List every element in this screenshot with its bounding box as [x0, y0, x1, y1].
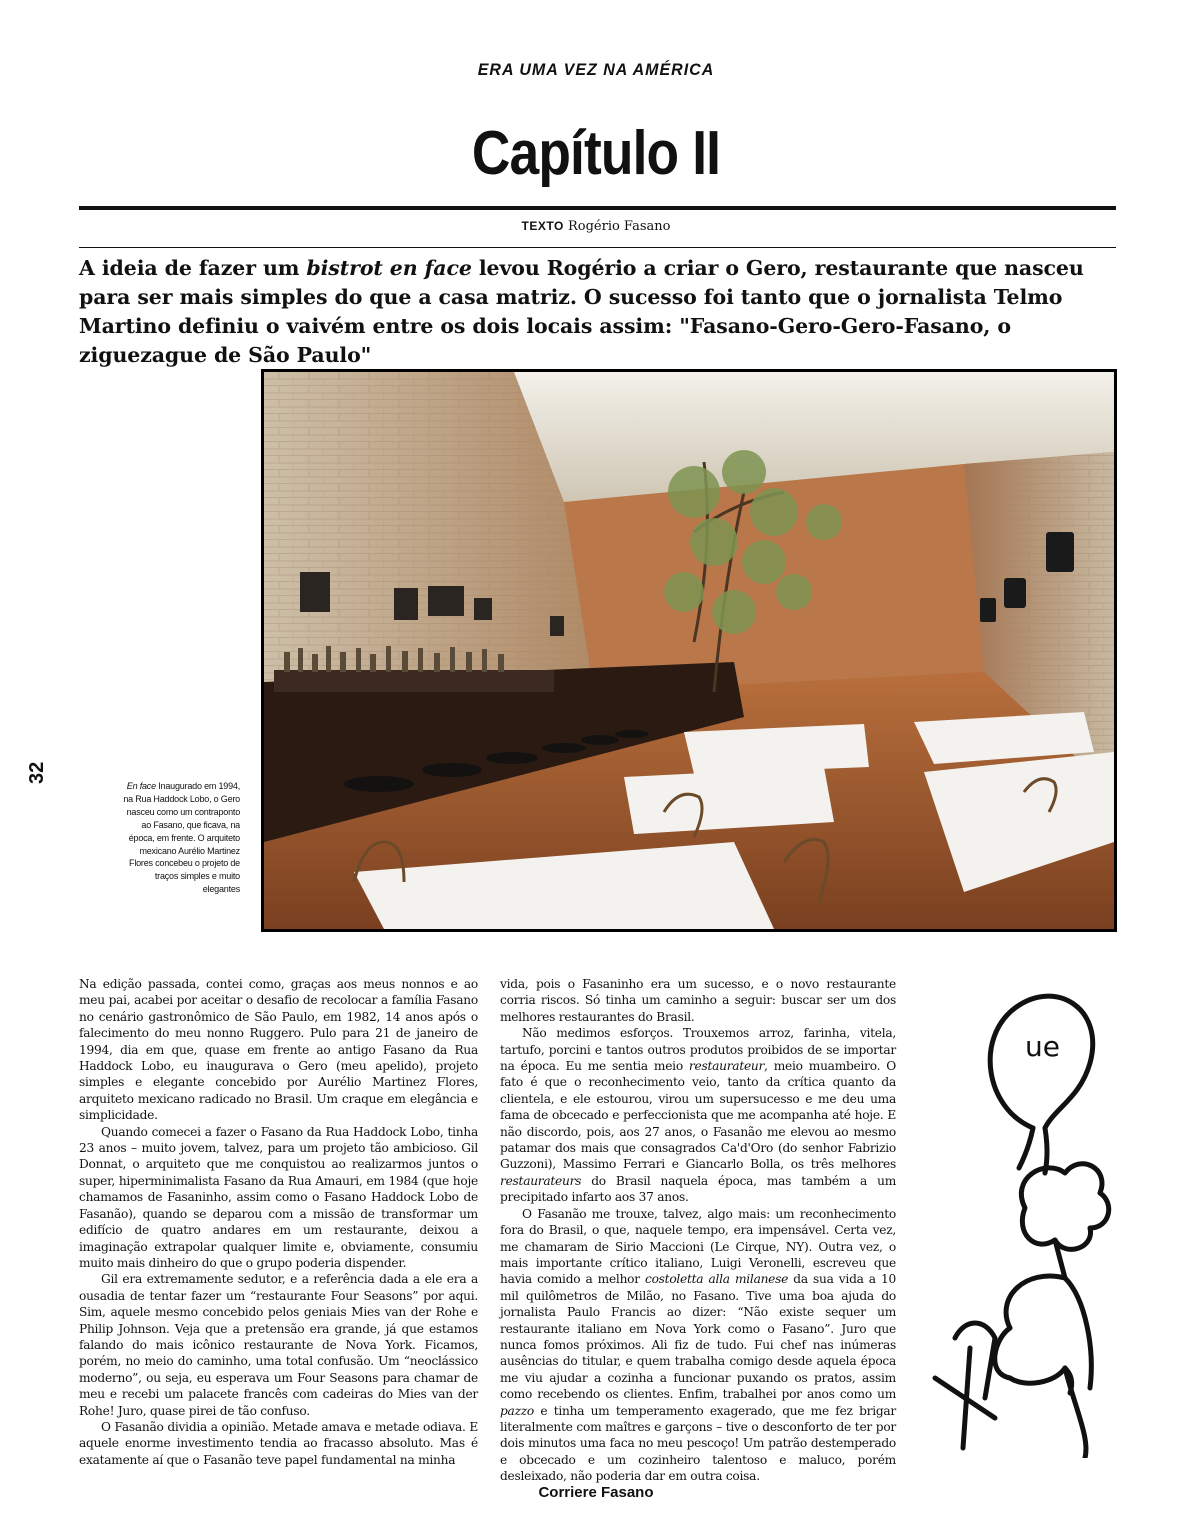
photo-caption: [120, 780, 240, 896]
paragraph: O Fasanão dividia a opinião. Metade amava e metade odiava. E aquele enorme investimento tendia ao fracasso absoluto. Mas é exatamente aí que o Fasanão teve papel fundamental na minha: [79, 1419, 478, 1467]
paragraph: O Fasanão me trouxe, talvez, algo mais: um reconhecimento fora do Brasil, o que, naquele tempo, era impensável. Certa vez, me chamaram de Sirio Maccioni (Le Cirque, NY). Outra vez, o mais importante crítico italiano, Luigi Veronelli, escreveu que havia comido a melhor costoletta alla milanese da sua vida a 10 mil quilômetros de Milão, no Fasano. Tive uma boa ajuda do jornalista Paulo Francis ao dizer: “Não existe sequer um restaurante italiano em Nova York como o Fasano”. Juro que nunca fomos próximos. Ali fiz de tudo. Fui chef nas inúmeras ausências do titular, e quem trabalha comigo desde aquela época me viu ajudar a cozinha a funcionar puxando os pratos, assim como recebendo os clientes. Enfim, trabalhei por anos como um pazzo e tinha um temperamento exagerado, que me fez brigar literalmente com maîtres e garçons – tive o desconforto de ter por dois minutos uma faca no meu pescoço! Um patrão destemperado e obcecado e um cozinheiro talentoso e maluco, porém desleixado, não poderia dar em outra coisa.: [500, 1206, 896, 1484]
article-column-1: [79, 976, 478, 1468]
byline-label: TEXTO: [521, 219, 564, 233]
title-rule: [79, 206, 1116, 210]
byline-author: Rogério Fasano: [567, 219, 671, 234]
page-title: Capítulo II: [471, 119, 721, 188]
page-number: 32: [26, 761, 48, 784]
restaurant-photo-art: [264, 372, 1114, 929]
dek-text: A ideia de fazer um: [79, 256, 307, 280]
byline-rule: [79, 247, 1116, 248]
caption-lead: En face: [126, 781, 156, 791]
article-dek: [79, 254, 1119, 370]
paragraph: Gil era extremamente sedutor, e a referência dada a ele era a ousadia de tentar fazer um “restaurante Four Seasons” por aqui. Sim, aquele mesmo concebido pelos geniais Mies van der Rohe e Philip Johnson. Veja que a pretensão era grande, já que estamos falando do mais icônico restaurante de Nova York. Ficamos, porém, no meio do caminho, uma total confusão. Um “neoclássico moderno”, ou seja, eu esperava um Four Seasons para chamar de meu e recebi um palacete francês com cadeiras do Mies van der Rohe! Juro, quase pirei de tão confuso.: [79, 1272, 478, 1418]
article-column-2: [500, 976, 896, 1485]
speech-bubble-text: ue: [1025, 1030, 1060, 1063]
byline: [0, 219, 1182, 234]
dek-text-cont: levou Rogério a criar o Gero, restaurante que nasceu para ser mais simples do que a casa matriz. O sucesso foi tanto que o jornalista Telmo Martino definiu o vaivém entre os dois locais assim: "Fasano-Gero-Gero-Fasano, o ziguezague de São Paulo": [79, 256, 1084, 367]
caption-text: Inaugurado em 1994, na Rua Haddock Lobo, o Gero nasceu como um contraponto ao Fasano, que ficava, na época, em frente. O arquiteto mexicano Aurélio Martinez Flores concebeu o projeto de traços simples e muito elegantes: [123, 781, 240, 895]
publication-footer: Corriere Fasano: [538, 1484, 654, 1501]
paragraph: vida, pois o Fasaninho era um sucesso, e o novo restaurante corria riscos. Só tinha um caminho a seguir: buscar ser um dos melhores restaurantes do Brasil.: [500, 977, 896, 1024]
paragraph: Não medimos esforços. Trouxemos arroz, farinha, vitela, tartufo, porcini e tantos outros produtos proibidos de se importar na época. Eu me sentia meio restaurateur, meio muambeiro. O fato é que o reconhecimento veio, tanto da crítica quanto da clientela, e ele estourou, virou um supersucesso e me deu uma fama de obcecado e perfeccionista que me acompanha até hoje. E não discordo, pois, aos 27 anos, o Fasanão me elevou ao mesmo patamar dos mais que consagrados Ca'd'Oro (do senhor Fabrizio Guzzoni), Massimo Ferrari e Giancarlo Bolla, os três melhores restaurateurs do Brasil naquela época, mas também a um precipitado infarto aos 37 anos.: [500, 1026, 896, 1205]
chef-illustration: [915, 978, 1115, 1458]
dek-italic: bistrot en face: [306, 256, 472, 280]
section-kicker: ERA UMA VEZ NA AMÉRICA: [477, 61, 715, 80]
restaurant-photo: [261, 369, 1117, 932]
paragraph: Na edição passada, contei como, graças aos meus nonnos e ao meu pai, acabei por aceitar o desafio de recolocar a família Fasano no cenário gastronômico de São Paulo, em 1982, 14 anos após o falecimento do meu nonno Ruggero. Pulo para 21 de janeiro de 1994, dia em que, quase em frente ao antigo Fasano da Rua Haddock Lobo, eu inaugurava o Gero (meu apelido), projeto simples e elegante concebido por Aurélio Martinez Flores, arquiteto mexicano radicado no Brasil. Um craque em elegância e simplicidade.: [79, 977, 478, 1123]
paragraph: Quando comecei a fazer o Fasano da Rua Haddock Lobo, tinha 23 anos – muito jovem, talvez, para um projeto tão ambicioso. Gil Donnat, o arquiteto que me conquistou ao realizarmos juntos o super, hiperminimalista Fasano da Rua Amauri, em 1984 (que hoje chamamos de Fasaninho, assim como o Fasano Haddock Lobo de Fasanão), quando se deparou com a missão de transformar um edifício de quatro andares em um restaurante, deixou a imaginação extrapolar qualquer limite e, obviamente, consumiu muito mais dinheiro do que o grupo poderia dispender.: [79, 1124, 478, 1270]
chef-drawing: [915, 978, 1115, 1458]
